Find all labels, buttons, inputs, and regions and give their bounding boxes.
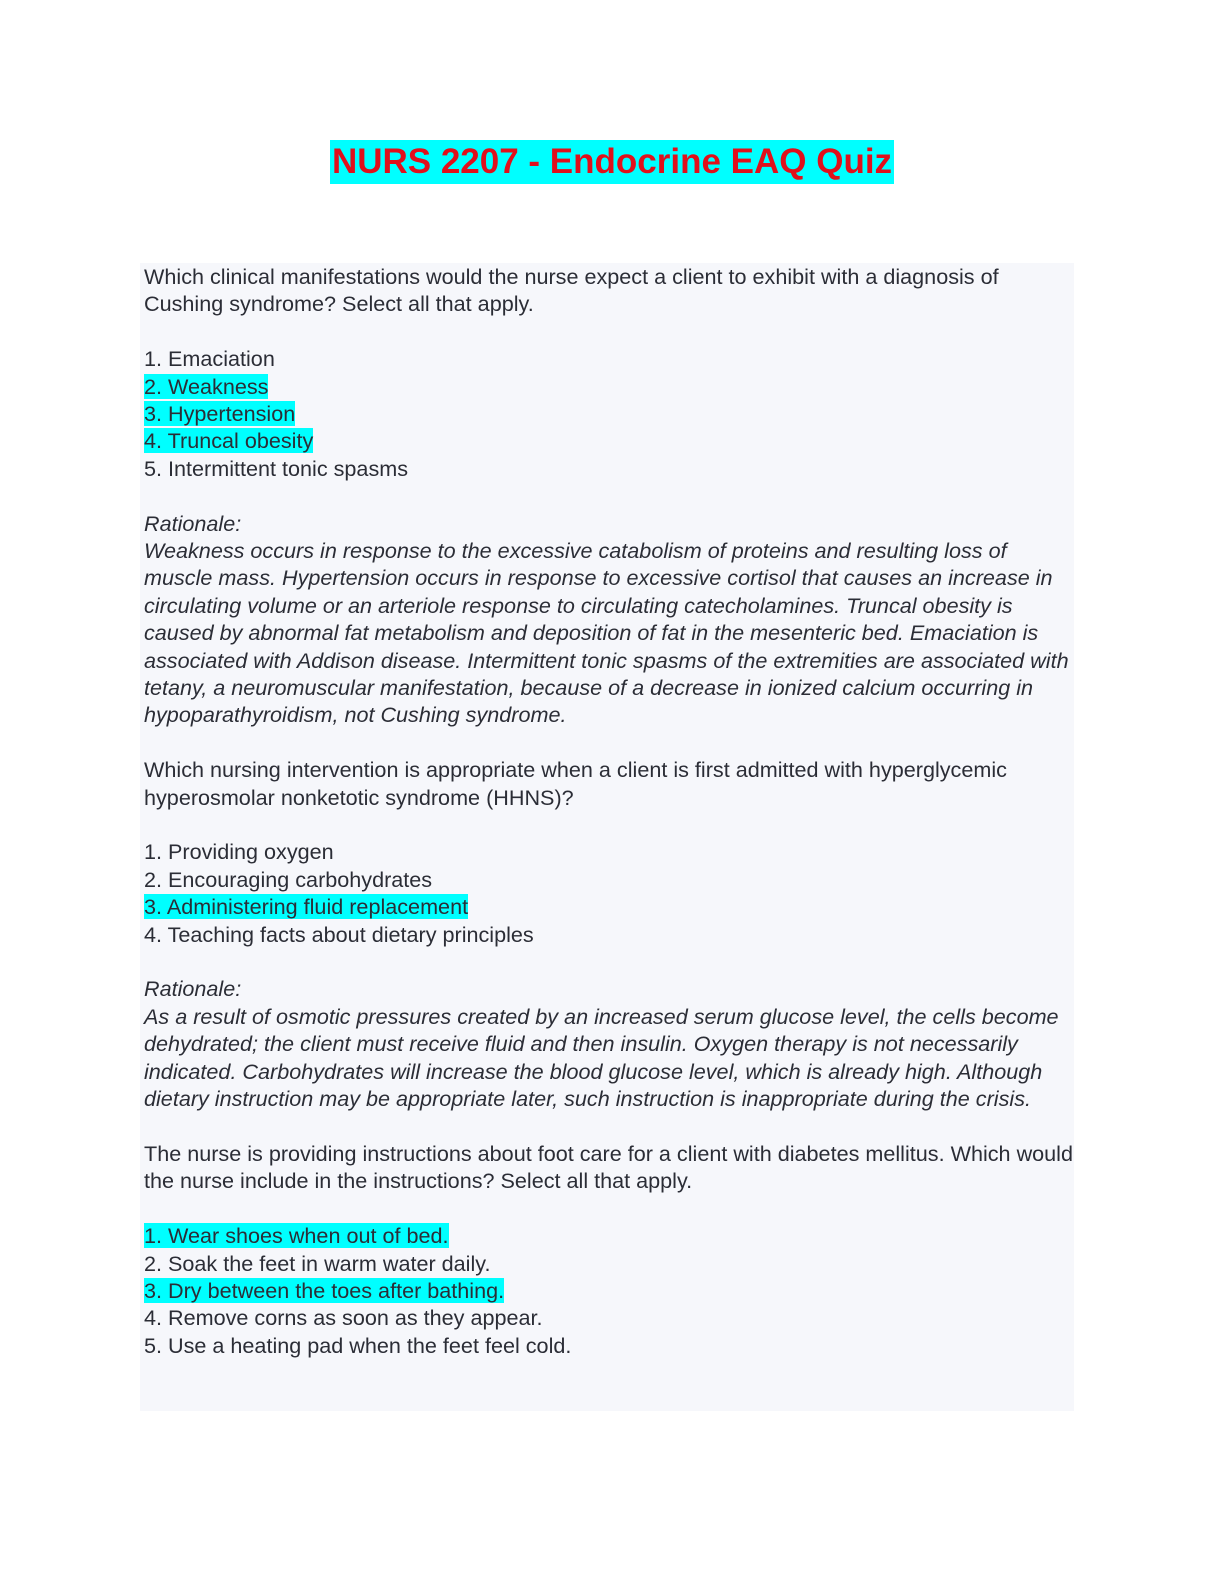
rationale-label: Rationale:	[144, 976, 242, 1002]
answer-option-correct: 2. Weakness	[144, 373, 269, 399]
question-block-2	[144, 756, 1074, 1140]
answer-option: 2. Soak the feet in warm water daily.	[144, 1250, 491, 1276]
answer-option-correct: 3. Administering fluid replacement	[144, 894, 469, 920]
answer-option: 1. Providing oxygen	[144, 839, 334, 865]
question-block-3	[144, 1140, 1074, 1359]
answer-option: 4. Remove corns as soon as they appear.	[144, 1305, 543, 1331]
question-block-1	[144, 263, 1074, 756]
question-text: Which nursing intervention is appropriate when a client is first admitted with hyperglycemic hyperosmolar nonketotic syndrome (HHNS)?	[144, 757, 1007, 810]
rationale-text: As a result of osmotic pressures created by an increased serum glucose level, the cells become dehydrated; the client must receive fluid and then insulin. Oxygen therapy is not necessarily indicated. Carbohydrates will increase the blood glucose level, which is already high. Although dietary instruction may be appropriate later, such instruction is inappropriate during the crisis.	[144, 1003, 1059, 1112]
page-title: NURS 2207 - Endocrine EAQ Quiz	[330, 140, 894, 184]
answer-option: 4. Teaching facts about dietary principles	[144, 921, 534, 947]
rationale-text: Weakness occurs in response to the excessive catabolism of proteins and resulting loss of muscle mass. Hypertension occurs in response to excessive cortisol that causes an increase in circulating volume or an arteriole response to circulating catecholamines. Truncal obesity is caused by abnormal fat metabolism and deposition of fat in the mesenteric bed. Emaciation is associated with Addison disease. Intermittent tonic spasms of the extremities are associated with tetany, a neuromuscular manifestation, because of a decrease in ionized calcium occurring in hypoparathyroidism, not Cushing syndrome.	[144, 538, 1069, 728]
answer-option: 5. Intermittent tonic spasms	[144, 455, 409, 481]
answer-option: 5. Use a heating pad when the feet feel cold.	[144, 1332, 572, 1358]
answer-option-correct: 3. Dry between the toes after bathing.	[144, 1277, 505, 1303]
question-text: Which clinical manifestations would the nurse expect a client to exhibit with a diagnosis of Cushing syndrome? Select all that apply.	[144, 264, 999, 317]
answer-option-correct: 3. Hypertension	[144, 401, 296, 427]
answer-option: 2. Encouraging carbohydrates	[144, 866, 433, 892]
answer-options	[144, 345, 1074, 482]
answer-option-correct: 4. Truncal obesity	[144, 428, 314, 454]
quiz-content	[140, 263, 1074, 1411]
answer-options	[144, 838, 1074, 948]
answer-options	[144, 1222, 1074, 1359]
answer-option-correct: 1. Wear shoes when out of bed.	[144, 1223, 449, 1249]
question-text: The nurse is providing instructions about foot care for a client with diabetes mellitus. Which would the nurse include in the instructions? Select all that apply.	[144, 1140, 1073, 1194]
answer-option: 1. Emaciation	[144, 346, 275, 372]
rationale-label: Rationale:	[144, 510, 242, 536]
page-title-wrapper	[0, 140, 1224, 184]
